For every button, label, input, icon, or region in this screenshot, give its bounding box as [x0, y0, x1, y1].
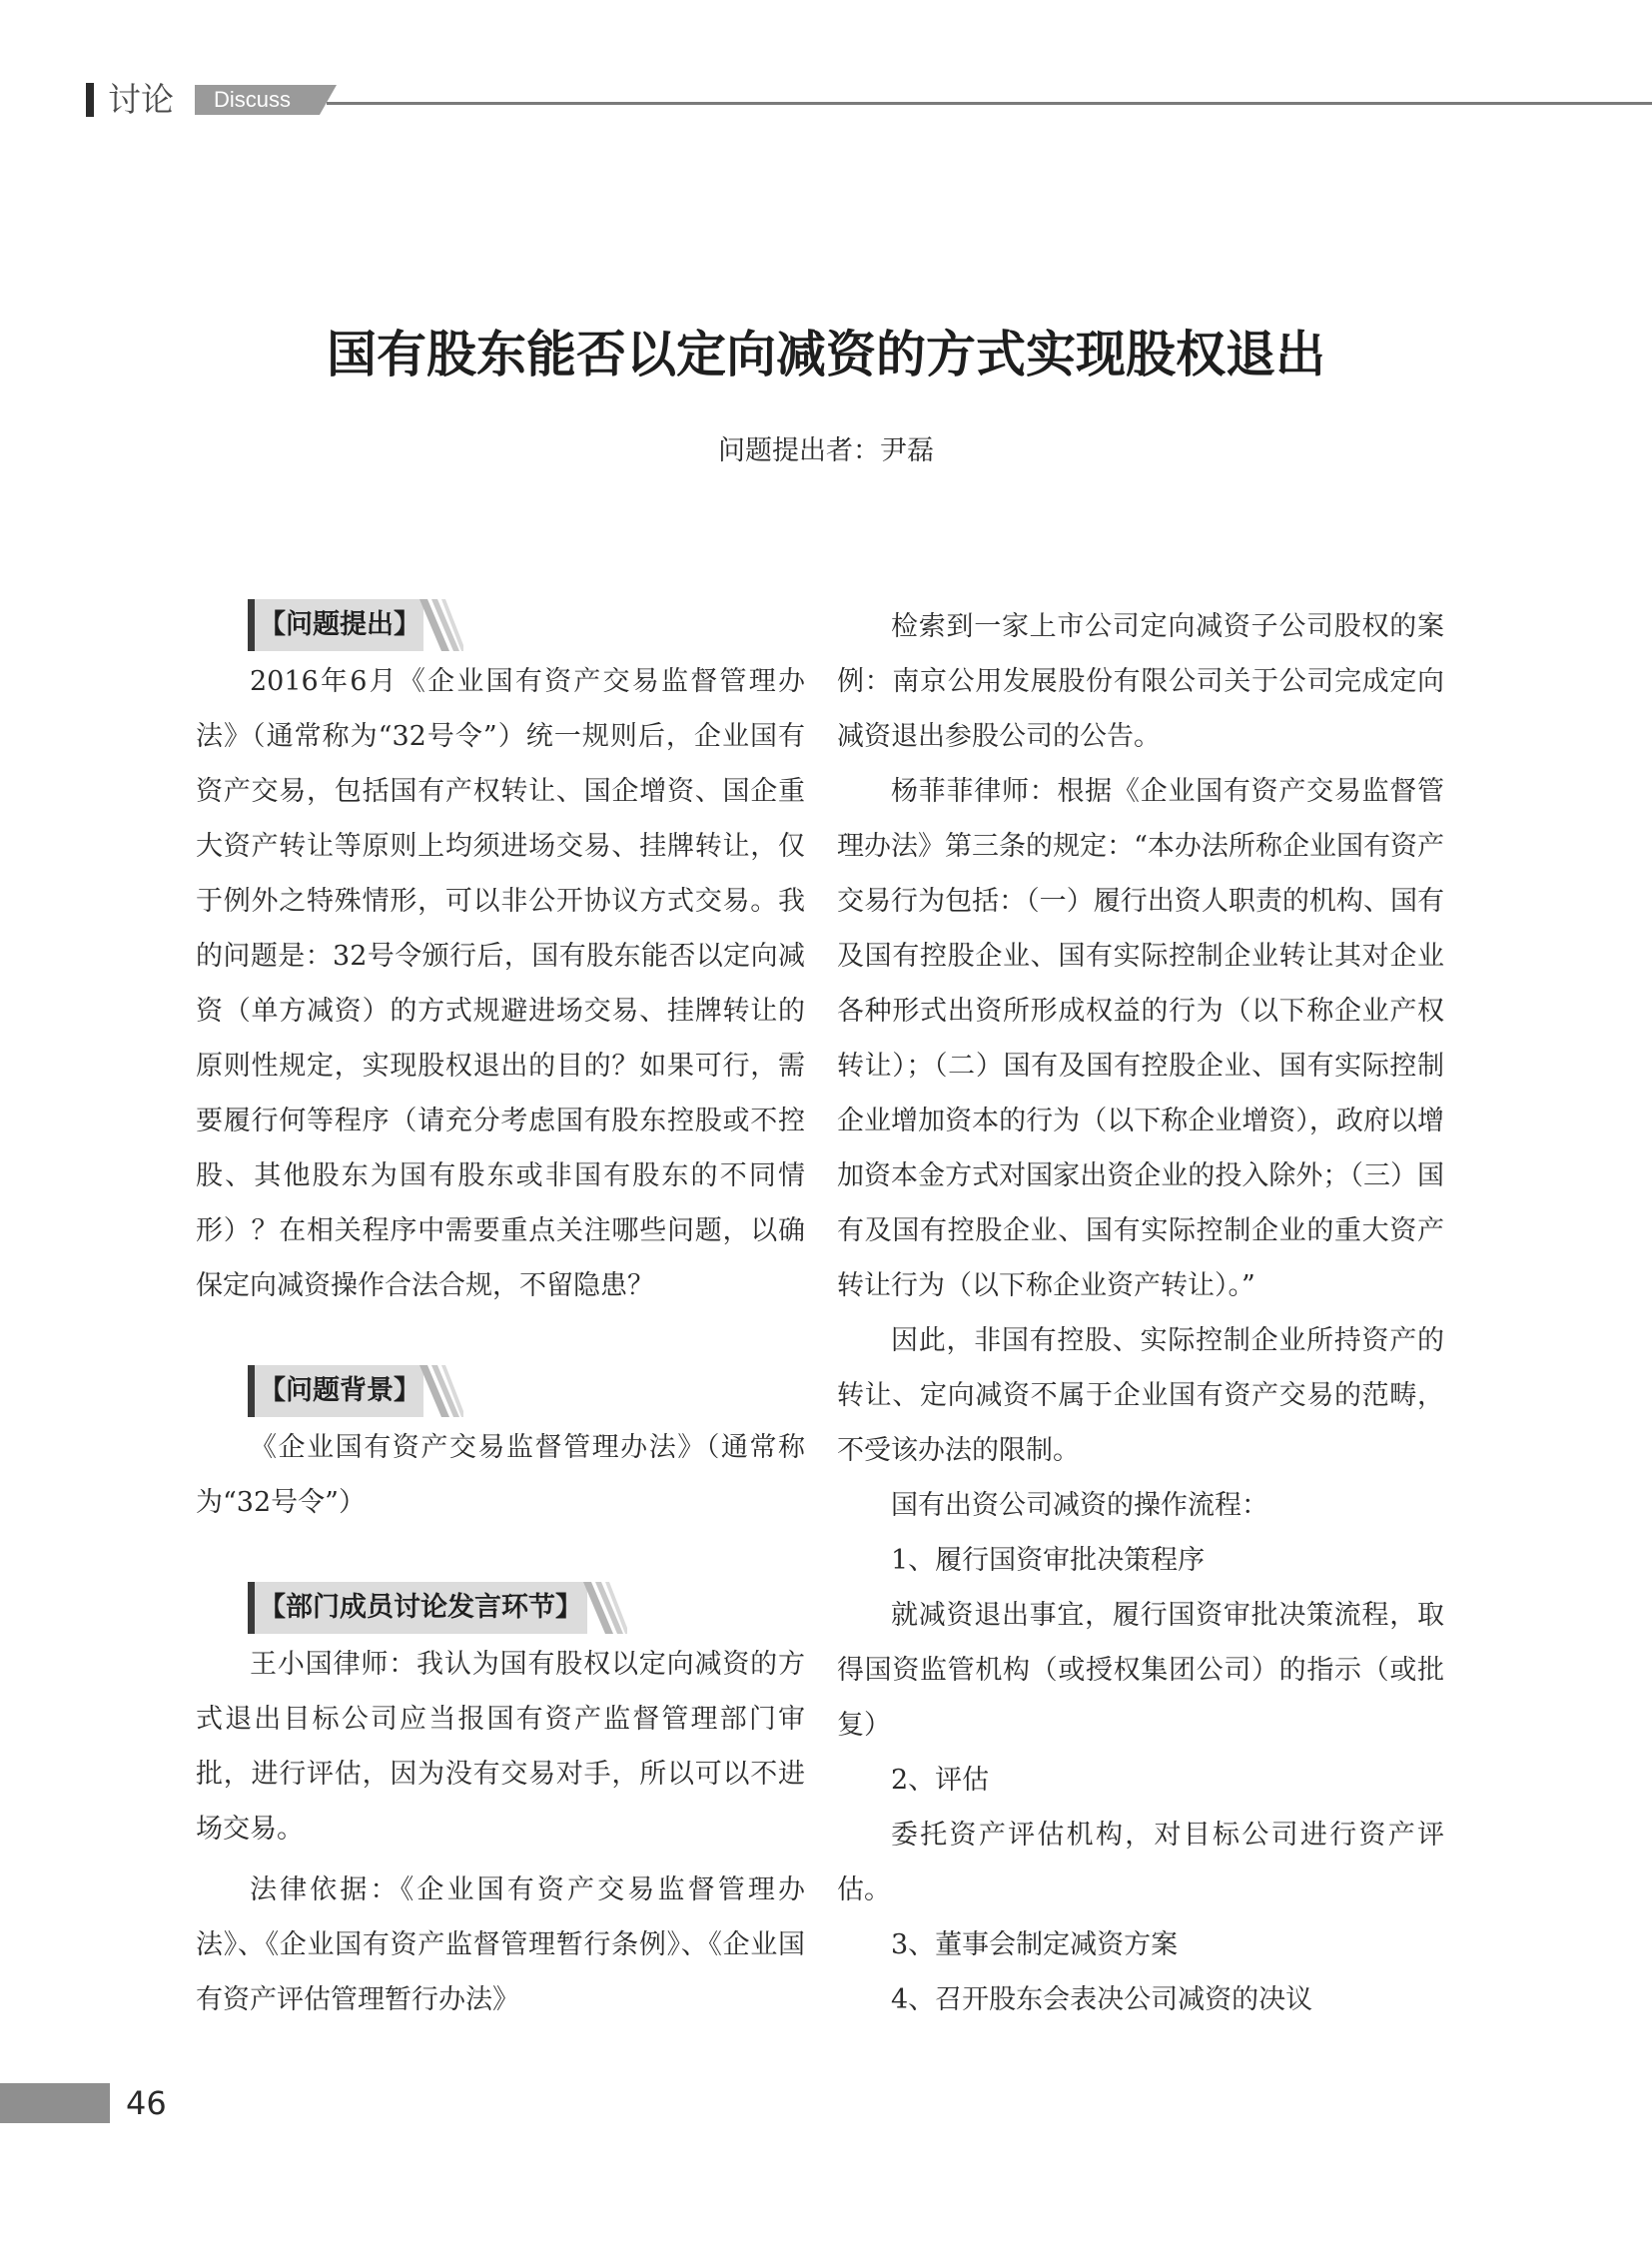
section-heading-text: 【部门成员讨论发言环节】 — [259, 1592, 582, 1623]
article-title: 国有股东能否以定向减资的方式实现股权退出 — [327, 326, 1325, 383]
paragraph: 王小国律师：我认为国有股权以定向减资的方式退出目标公司应当报国有资产监督管理部门审批，进行评估，因为没有交易对手，所以可以不进场交易。 — [196, 1649, 805, 1845]
paragraph: 委托资产评估机构，对目标公司进行资产评估。 — [837, 1820, 1444, 1905]
heading-edge — [248, 1365, 255, 1417]
paragraph: 检索到一家上市公司定向减资子公司股权的案例：南京公用发展股份有限公司关于公司完成定向减资退出参股公司的公告。 — [837, 611, 1444, 752]
heading-stripes-icon — [419, 1365, 463, 1417]
heading-stripes-icon — [583, 1582, 627, 1634]
list-item: 4、召开股东会表决公司减资的决议 — [891, 1984, 1313, 2015]
page-header — [0, 0, 1652, 140]
page-number-bar — [0, 2083, 110, 2123]
paragraph: 《企业国有资产交易监督管理办法》（通常称为“32号令”） — [196, 1432, 805, 1518]
section-heading-text: 【问题背景】 — [259, 1375, 420, 1406]
paragraph: 国有出资公司减资的操作流程： — [891, 1490, 1268, 1521]
paragraph: 2016年6月《企业国有资产交易监督管理办法》（通常称为“32号令”）统一规则后，企业国有资产交易，包括国有产权转让、国企增资、国企重大资产转让等原则上均须进场交易、挂牌转让，仅于例外之特殊情形，可以非公开协议方式交易。我的问题是：32号令颁行后，国有股东能否以定向减资（单方减资）的方式规避进场交易、挂牌转让的原则性规定，实现股权退出的目的？如果可行，需要履行何等程序（请充分考虑国有股东控股或不控股、其他股东为国有股东或非国有股东的不同情形）？在相关程序中需要重点关注哪些问题，以确保定向减资操作合法合规，不留隐患？ — [196, 666, 805, 1301]
paragraph: 法律依据：《企业国有资产交易监督管理办法》、《企业国有资产监督管理暂行条例》、《企业国有资产评估管理暂行办法》 — [196, 1874, 805, 2015]
paragraph: 因此，非国有控股、实际控制企业所持资产的转让、定向减资不属于企业国有资产交易的范畴，不受该办法的限制。 — [837, 1325, 1444, 1466]
section-heading — [248, 599, 805, 651]
section-name-en: Discuss — [214, 87, 292, 112]
list-item: 1、履行国资审批决策程序 — [891, 1545, 1206, 1576]
right-column — [837, 599, 1444, 2027]
section-name-cn: 讨论 — [108, 80, 174, 119]
section-heading — [248, 1365, 805, 1417]
paragraph: 就减资退出事宜，履行国资审批决策流程，取得国资监管机构（或授权集团公司）的指示（或批复） — [837, 1600, 1444, 1741]
author-line: 问题提出者：尹磊 — [718, 435, 934, 466]
section-heading-text: 【问题提出】 — [259, 609, 420, 640]
section-heading — [248, 1582, 805, 1634]
heading-stripes-icon — [419, 599, 463, 651]
heading-edge — [248, 599, 255, 651]
list-item: 2、评估 — [891, 1765, 990, 1796]
paragraph: 杨菲菲律师：根据《企业国有资产交易监督管理办法》第三条的规定：“本办法所称企业国有资产交易行为包括：（一）履行出资人职责的机构、国有及国有控股企业、国有实际控制企业转让其对企业各种形式出资所形成权益的行为（以下称企业产权转让）；（二）国有及国有控股企业、国有实际控制企业增加资本的行为（以下称企业增资），政府以增加资本金方式对国家出资企业的投入除外；（三）国有及国有控股企业、国有实际控制企业的重大资产转让行为（以下称企业资产转让）。” — [837, 776, 1444, 1301]
list-item: 3、董事会制定减资方案 — [891, 1929, 1179, 1960]
page-number: 46 — [126, 2084, 167, 2122]
header-accent-bar — [86, 83, 94, 117]
heading-edge — [248, 1582, 255, 1634]
left-column — [196, 599, 805, 2027]
header-rule — [327, 102, 1652, 105]
